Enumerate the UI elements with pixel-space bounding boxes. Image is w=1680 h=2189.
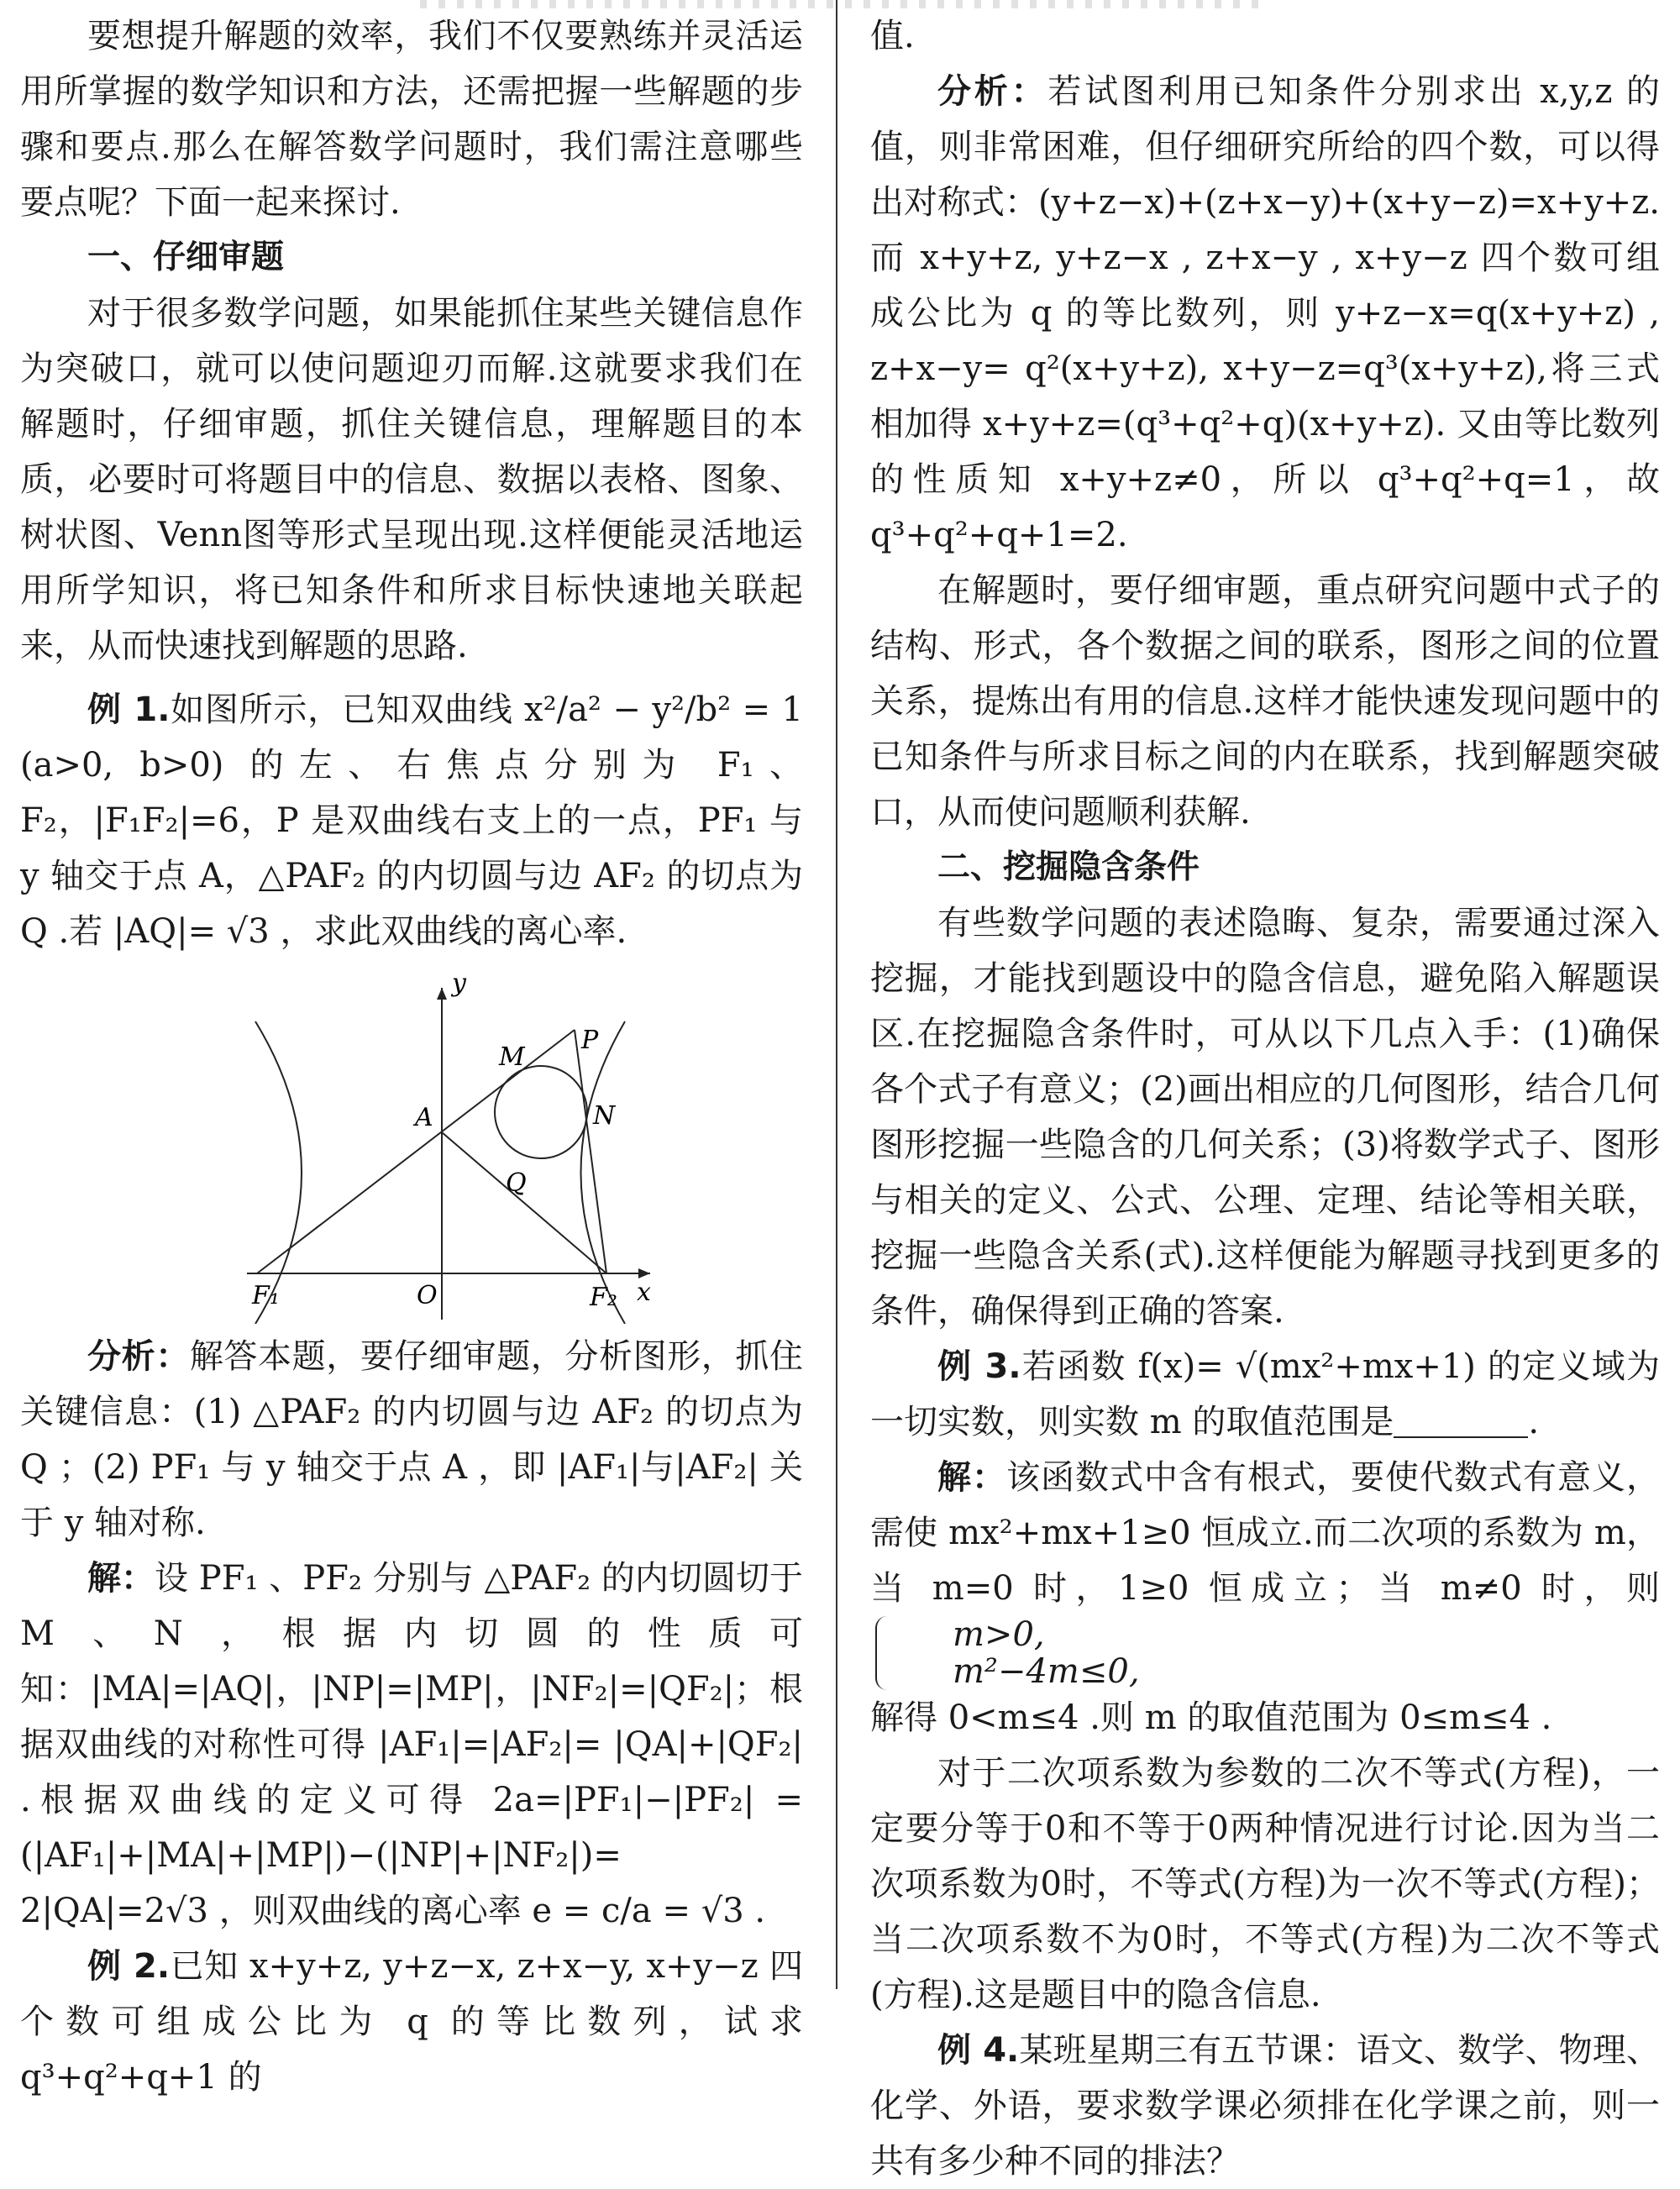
label-f2: F₂ [590, 1283, 617, 1312]
section1-paragraph: 对于很多数学问题，如果能抓住某些关键信息作为突破口，就可以使问题迎刃而解.这就要求我们在解题时，仔细审题，抓住关键信息，理解题目的本质，必要时可将题目中的信息、数据以表格、图象、树状图、Venn图等形式呈现出现.这样便能灵活地运用所学知识，将已知条件和所求目标快速地关联起来，从而快速找到解题的思路. [20, 294, 803, 665]
example-2-text: 已知 x+y+z, y+z−x, z+x−y, x+y−z 四个数可组成公比为 q 的等比数列，试求 q³+q²+q+1 的 [20, 1947, 804, 2097]
solution-3-result: 解得 0<m≤4 .则 m 的取值范围为 0≤m≤4 . [870, 1698, 1552, 1737]
answer-blank [1394, 1403, 1528, 1438]
analysis-2 [870, 64, 1660, 563]
example-3-end: . [1528, 1403, 1540, 1441]
label-a: A [415, 1103, 433, 1132]
y-axis-arrow [437, 988, 447, 1000]
solution-3-text: 该函数式中含有根式，要使代数式有意义，需使 mx²+mx+1≥0 恒成立.而二次项的系数为 m，当 m=0 时，1≥0 恒成立；当 m≠0 时，则 [870, 1458, 1660, 1608]
analysis-2-label: 分析： [937, 72, 1048, 111]
example-4-text: 某班星期三有五节课：语文、数学、物理、化学、外语，要求数学课必须排在化学课之前，则一共有多少种不同的排法？ [870, 2031, 1661, 2181]
analysis-1-label: 分析： [87, 1337, 190, 1376]
example-3 [870, 1339, 1660, 1450]
line-pf2 [575, 1030, 606, 1273]
analysis-2-text: 若试图利用已知条件分别求出 x,y,z 的值，则非常困难，但仔细研究所给的四个数，可以得出对称式：(y+z−x)+(z+x−y)+(x+y−z)=x+y+z. 而 x+y+z, y+z−x , z+x−y , x+y−z 四个数可组成公比为 q 的等比数列，则 y+z−x=q(x+y+z) , z+x−y= q²(x+y+z), x+y−z=q³(x+y+z),将三式相加得 x+y+z=(q³+q²+q)(x+y+z). 又由等比数列的性质知 x+y+z≠0，所以 q³+q²+q=1，故 q³+q²+q+1=2. [870, 72, 1661, 554]
intro-paragraph: 要想提升解题的效率，我们不仅要熟练并灵活运用所掌握的数学知识和方法，还需把握一些解题的步骤和要点.那么在解答数学问题时，我们需注意哪些要点呢？下面一起来探讨. [20, 17, 803, 222]
line-pf1 [257, 1030, 575, 1273]
example-2-continued: 值. [870, 17, 915, 55]
label-m: M [499, 1042, 525, 1072]
label-q: Q [506, 1168, 527, 1198]
label-n: N [593, 1101, 616, 1131]
case-2: m²−4m≤0, [953, 1652, 1140, 1691]
label-f1: F₁ [252, 1281, 280, 1310]
column-divider [836, 0, 837, 1989]
hyperbola-right-branch [581, 1021, 626, 1324]
solution-3-label: 解： [937, 1458, 1006, 1497]
hyperbola-left-branch [255, 1021, 302, 1324]
incircle [495, 1066, 587, 1158]
label-p: P [581, 1026, 599, 1055]
case-system [875, 1616, 1140, 1690]
solution-1-text: 设 PF₁ 、PF₂ 分别与 △PAF₂ 的内切圆切于 M 、N ，根据内切圆的性质可知：|MA|=|AQ|，|NP|=|MP|，|NF₂|=|QF₂|；根据双曲线的对称性可得 |AF₁|=|AF₂|= |QA|+|QF₂| .根据双曲线的定义可得 2a=|PF₁|−|PF₂| =(|AF₁|+|MA|+|MP|)−(|NP|+|NF₂|)= 2|QA|=2√3 ，则双曲线的离心率 e = c/a = √3 . [20, 1559, 803, 1930]
right-column [870, 8, 1660, 2189]
example-4-label: 例 4. [937, 2031, 1020, 2070]
analysis-1 [20, 1329, 803, 1551]
section-heading-2: 二、挖掘隐含条件 [937, 848, 1200, 886]
example-1 [20, 682, 803, 959]
case-1: m>0, [953, 1615, 1045, 1654]
left-column [20, 8, 803, 2105]
example-2 [20, 1939, 803, 2105]
solution-1-label: 解： [87, 1559, 155, 1598]
example-1-label: 例 1. [87, 690, 171, 729]
label-y: y [452, 971, 466, 998]
solution-1 [20, 1551, 803, 1939]
example-4 [870, 2023, 1660, 2189]
top-decoration [420, 0, 1260, 8]
example-3-label: 例 3. [937, 1347, 1021, 1386]
section2-paragraph: 有些数学问题的表述隐晦、复杂，需要通过深入挖掘，才能找到题设中的隐含信息，避免陷入解题误区.在挖掘隐含条件时，可从以下几点入手：(1)确保各个式子有意义；(2)画出相应的几何图形，结合几何图形挖掘一些隐含的几何关系；(3)将数学式子、图形与相关的定义、公式、公理、定理、结论等相关联，挖掘一些隐含关系(式).这样便能为解题寻找到更多的条件，确保得到正确的答案. [870, 904, 1660, 1331]
example-1-text: 如图所示，已知双曲线 x²/a² − y²/b² = 1 (a>0, b>0) 的左、右焦点分别为 F₁、F₂，|F₁F₂|=6，P 是双曲线右支上的一点，PF₁ 与 y 轴交于点 A，△PAF₂ 的内切圆与边 AF₂ 的切点为 Q .若 |AQ|= √3 ，求此双曲线的离心率. [20, 690, 804, 951]
label-x: x [637, 1278, 651, 1307]
section-heading-1: 一、仔细审题 [87, 239, 285, 276]
solution-3 [870, 1450, 1660, 1690]
hyperbola-diagram [222, 971, 659, 1324]
label-o: O [417, 1281, 438, 1310]
example-3-text: 若函数 f(x)= √(mx²+mx+1) 的定义域为一切实数，则实数 m 的取值范围是 [870, 1347, 1660, 1441]
tip-paragraph-2: 对于二次项系数为参数的二次不等式(方程)，一定要分等于0和不等于0两种情况进行讨论.因为当二次项系数为0时，不等式(方程)为一次不等式(方程)；当二次项系数不为0时，不等式(方程)为二次不等式(方程).这是题目中的隐含信息. [870, 1754, 1660, 2014]
example-2-label: 例 2. [87, 1947, 171, 1986]
tip-paragraph-1: 在解题时，要仔细审题，重点研究问题中式子的结构、形式，各个数据之间的联系，图形之间的位置关系，提炼出有用的信息.这样才能快速发现问题中的已知条件与所求目标之间的内在联系，找到解题突破口，从而使问题顺利获解. [870, 571, 1660, 832]
hyperbola-figure [20, 971, 803, 1324]
analysis-1-text: 解答本题，要仔细审题，分析图形，抓住关键信息：(1) △PAF₂ 的内切圆与边 AF₂ 的切点为 Q ；(2) PF₁ 与 y 轴交于点 A ，即 |AF₁|与|AF₂| 关于 y 轴对称. [20, 1337, 804, 1542]
